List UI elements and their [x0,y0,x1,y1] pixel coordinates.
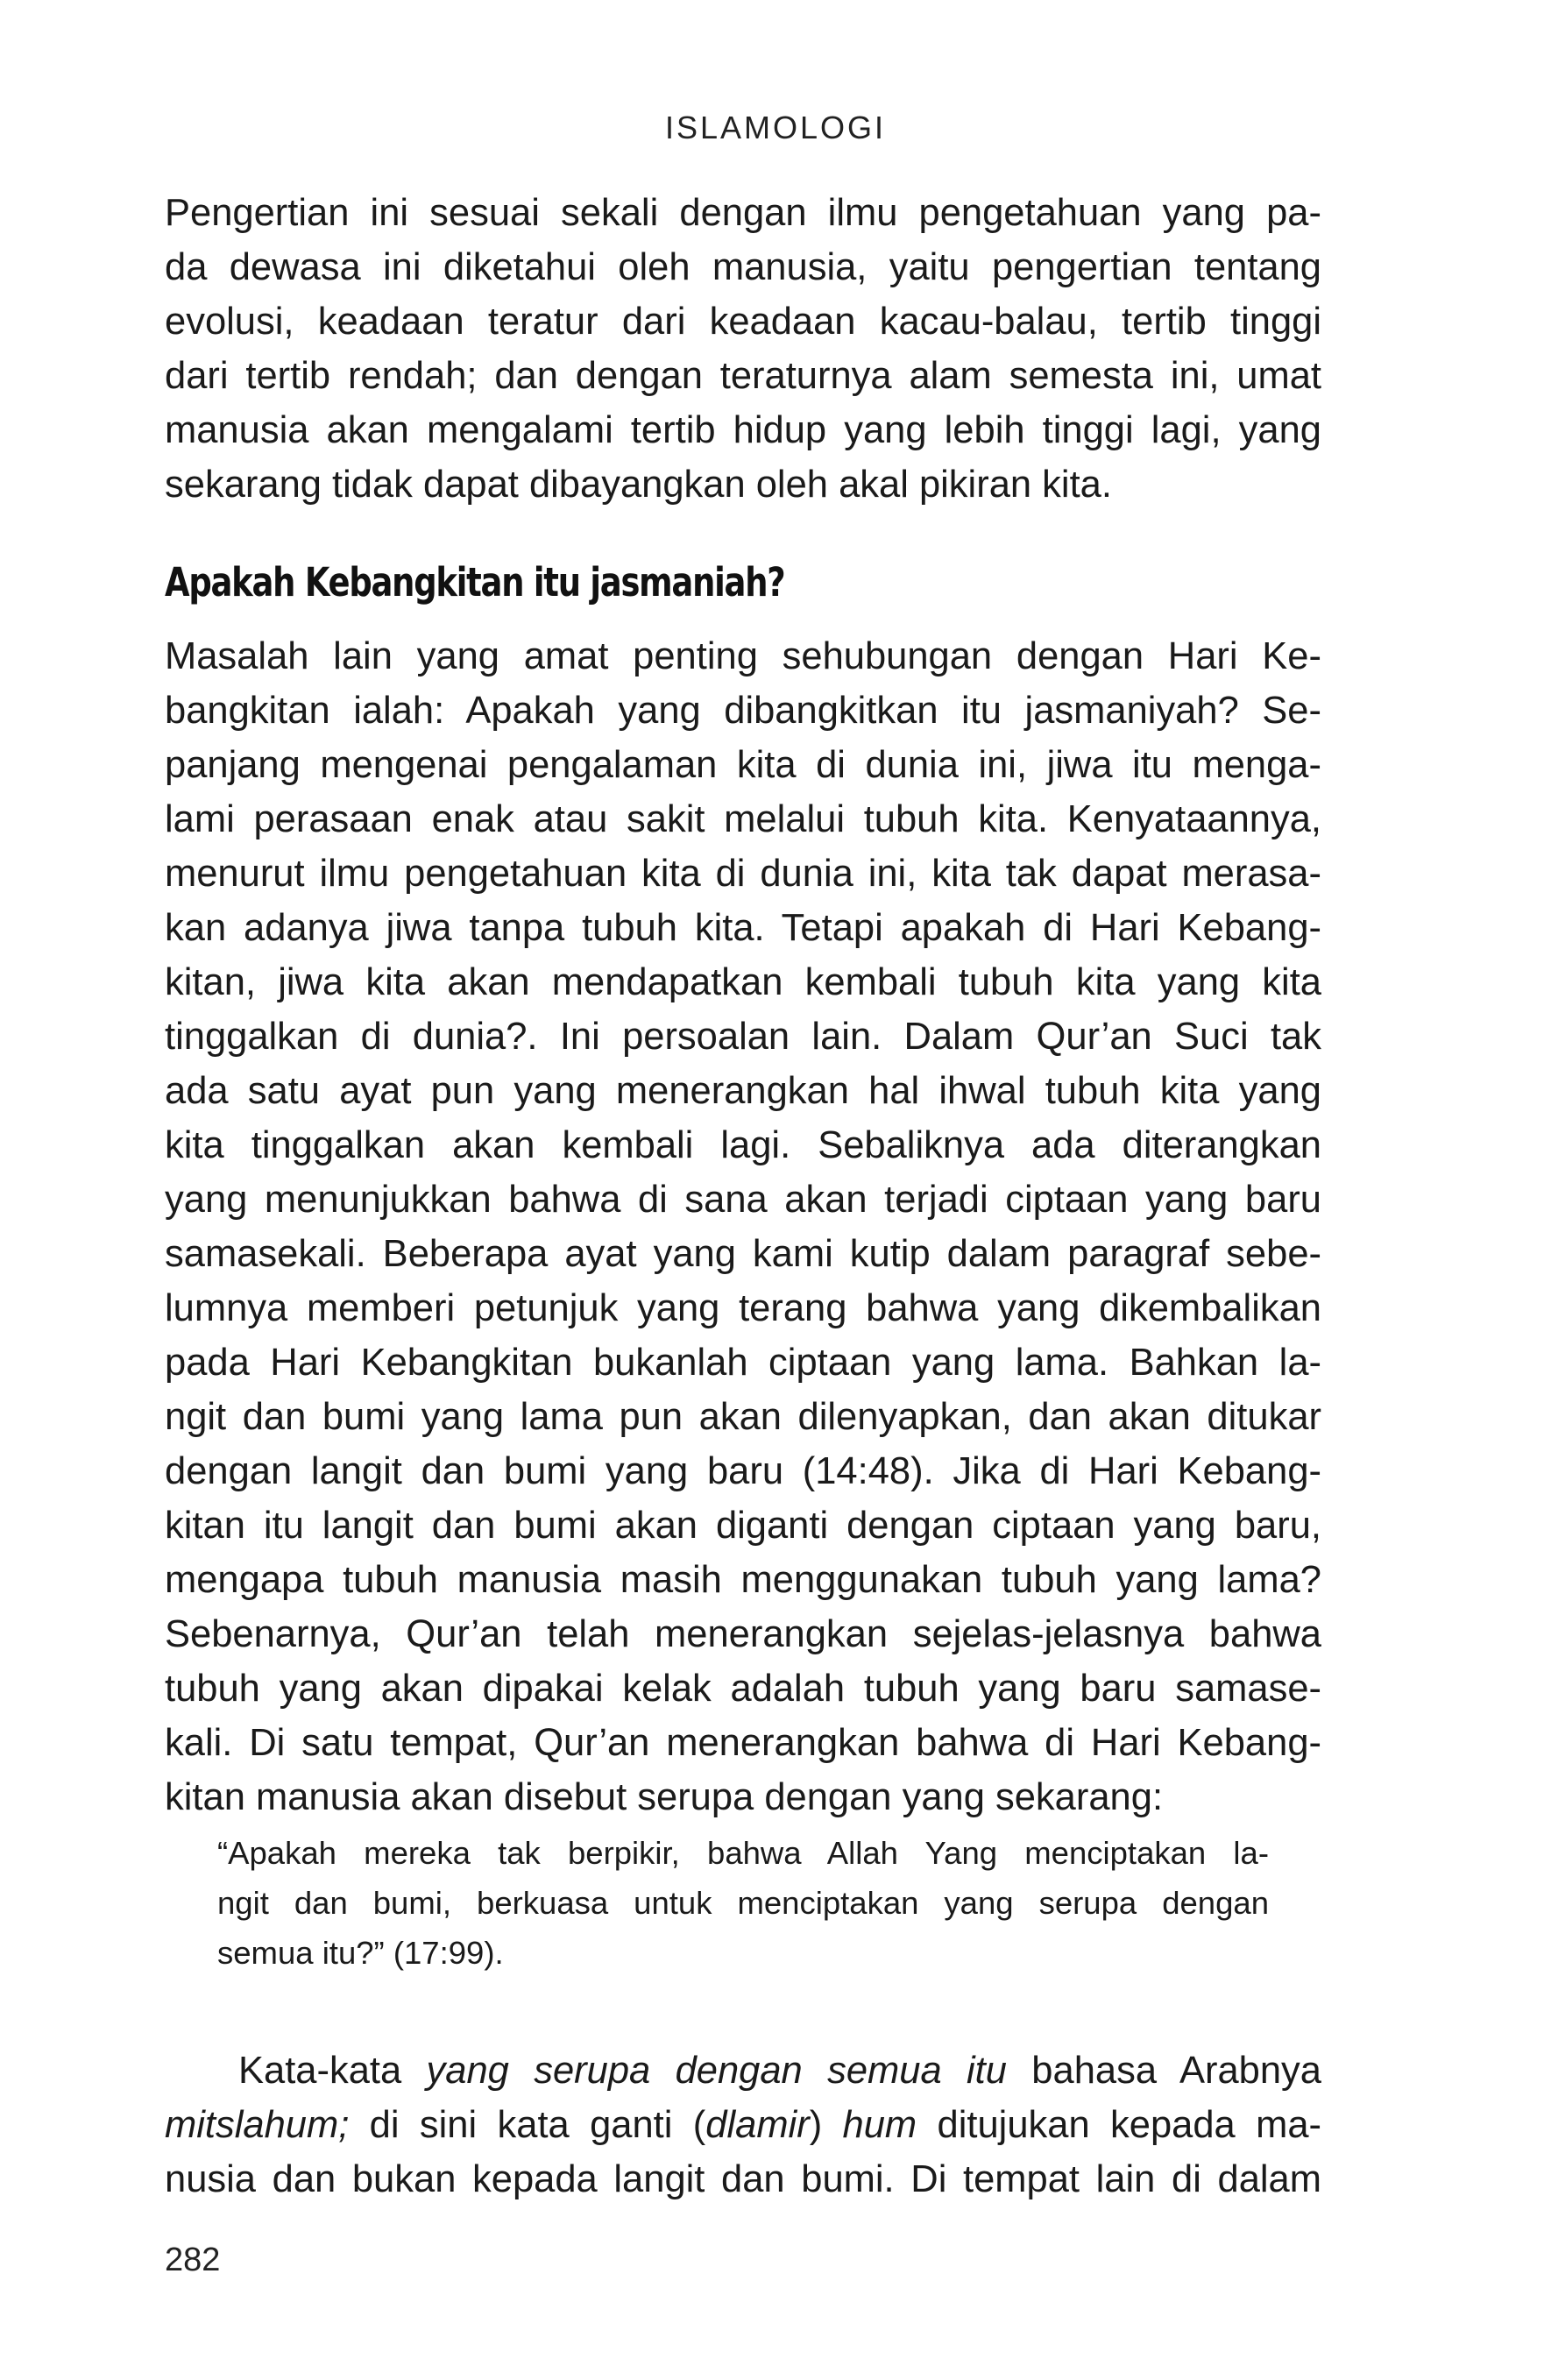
text-run: ditujukan kepada ma- [917,2104,1321,2146]
text-line: bangkitan ialah: Apakah yang dibangkitkan itu jasmaniyah? Se- [165,690,1321,732]
text-line: pada Hari Kebangkitan bukanlah ciptaan yang lama. Bahkan la- [165,1342,1321,1384]
text-line: Masalah lain yang amat penting sehubungan dengan Hari Ke- [165,635,1321,677]
text-line: da dewasa ini diketahui oleh manusia, yaitu pengertian tentang [165,246,1321,288]
text-run: Kata-kata [238,2050,427,2092]
paragraph-mitslahum [165,2044,1321,2206]
quote-line: semua itu?” (17:99). [217,1935,504,1971]
italic-term: mitslahum; [165,2104,350,2146]
text-line: panjang mengenai pengalaman kita di dunia ini, jiwa itu menga- [165,744,1321,786]
text-line: manusia akan mengalami tertib hidup yang lebih tinggi lagi, yang [165,409,1321,451]
text-line [165,2098,1321,2152]
text-line: kitan manusia akan disebut serupa dengan yang sekarang: [165,1776,1164,1818]
text-line: yang menunjukkan bahwa di sana akan terjadi ciptaan yang baru [165,1179,1321,1221]
text-line: menurut ilmu pengetahuan kita di dunia ini, kita tak dapat merasa- [165,853,1321,895]
paragraph-evolution [165,186,1321,512]
section-heading: Apakah Kebangkitan itu jasmaniah? [165,559,785,606]
text-line: samasekali. Beberapa ayat yang kami kutip dalam paragraf sebe- [165,1233,1321,1275]
text-line: lumnya memberi petunjuk yang terang bahwa yang dikembalikan [165,1287,1321,1329]
text-run: bahasa Arabnya [1006,2050,1321,2092]
text-line: kitan, jiwa kita akan mendapatkan kembali tubuh kita yang kita [165,961,1321,1003]
text-line: kita tinggalkan akan kembali lagi. Sebaliknya ada diterangkan [165,1124,1321,1166]
text-line: lami perasaan enak atau sakit melalui tubuh kita. Kenyataannya, [165,798,1321,840]
text-line: evolusi, keadaan teratur dari keadaan kacau-balau, tertib tinggi [165,301,1321,343]
text-line: kan adanya jiwa tanpa tubuh kita. Tetapi apakah di Hari Kebang- [165,907,1321,949]
text-line: kali. Di satu tempat, Qur’an menerangkan bahwa di Hari Kebang- [165,1722,1321,1764]
text-line: nusia dan bukan kepada langit dan bumi. Di tempat lain di dalam [165,2158,1321,2200]
text-line: dengan langit dan bumi yang baru (14:48). Jika di Hari Kebang- [165,1450,1321,1492]
text-run: di sini kata ganti ( [349,2104,706,2146]
text-line: kitan itu langit dan bumi akan diganti dengan ciptaan yang baru, [165,1505,1321,1547]
italic-term: dlamir [705,2104,810,2146]
text-line: tubuh yang akan dipakai kelak adalah tubuh yang baru samase- [165,1668,1321,1710]
text-line: ada satu ayat pun yang menerangkan hal ihwal tubuh kita yang [165,1070,1321,1112]
text-line: tinggalkan di dunia?. Ini persoalan lain. Dalam Qur’an Suci tak [165,1016,1321,1058]
text-line: ngit dan bumi yang lama pun akan dilenyapkan, dan akan ditukar [165,1396,1321,1438]
paragraph-resurrection [165,629,1321,1824]
italic-term: hum [842,2104,917,2146]
italic-phrase: yang serupa dengan semua itu [426,2050,1007,2092]
text-line: Sebenarnya, Qur’an telah menerangkan sejelas-jelasnya bahwa [165,1613,1321,1655]
text-line: dari tertib rendah; dan dengan teraturnya alam semesta ini, umat [165,355,1321,397]
quote-line: “Apakah mereka tak berpikir, bahwa Allah Yang menciptakan la- [217,1835,1269,1871]
text-line: Pengertian ini sesuai sekali dengan ilmu pengetahuan yang pa- [165,192,1321,234]
page-number: 282 [165,2242,221,2278]
text-line [165,2044,1321,2098]
text-line: mengapa tubuh manusia masih menggunakan tubuh yang lama? [165,1559,1321,1601]
quote-line: ngit dan bumi, berkuasa untuk menciptakan yang serupa dengan [217,1885,1269,1921]
text-line: sekarang tidak dapat dibayangkan oleh akal pikiran kita. [165,464,1112,506]
running-header: ISLAMOLOGI [664,110,887,145]
text-run: ) [809,2104,843,2146]
block-quote [217,1828,1269,1978]
